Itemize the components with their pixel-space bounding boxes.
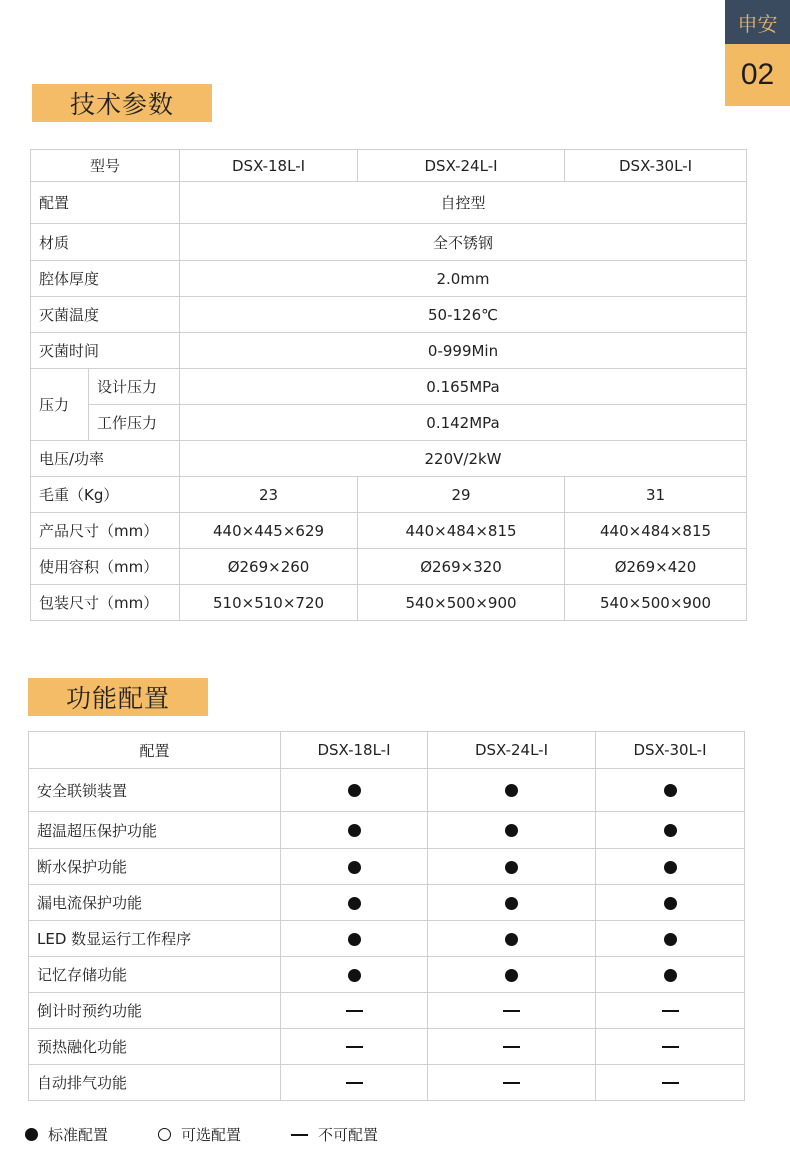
feature-mark-cell <box>281 993 428 1029</box>
dash-icon <box>662 1010 679 1012</box>
feature-row <box>29 1029 745 1065</box>
feature-mark-cell <box>428 1065 596 1101</box>
row-value: 自控型 <box>180 182 747 224</box>
row-value: 440×484×815 <box>358 513 565 549</box>
feature-label: 超温超压保护功能 <box>29 812 281 849</box>
spec-header-model: DSX-18L-I <box>180 150 358 182</box>
filled-circle-icon <box>348 897 361 910</box>
brand-label: 申安 <box>725 0 790 44</box>
legend-none-label: 不可配置 <box>318 1126 379 1144</box>
spec-row-voltage <box>31 441 747 477</box>
spec-row-package <box>31 585 747 621</box>
dash-icon <box>346 1046 363 1048</box>
dash-icon <box>662 1046 679 1048</box>
row-label: 设计压力 <box>89 369 180 405</box>
row-value: 0.165MPa <box>180 369 747 405</box>
dash-icon <box>503 1082 520 1084</box>
feature-mark-cell <box>596 849 745 885</box>
features-header-label: 配置 <box>29 732 281 769</box>
row-label: 电压/功率 <box>31 441 180 477</box>
dash-icon <box>291 1134 308 1136</box>
feature-label: 漏电流保护功能 <box>29 885 281 921</box>
row-label: 配置 <box>31 182 180 224</box>
feature-mark-cell <box>428 885 596 921</box>
row-label: 灭菌时间 <box>31 333 180 369</box>
features-header-model: DSX-18L-I <box>281 732 428 769</box>
feature-rows <box>29 769 745 1101</box>
feature-mark-cell <box>596 957 745 993</box>
feature-mark-cell <box>596 885 745 921</box>
row-label: 工作压力 <box>89 405 180 441</box>
filled-circle-icon <box>505 861 518 874</box>
filled-circle-icon <box>348 784 361 797</box>
spec-section-title: 技术参数 <box>32 84 212 122</box>
feature-mark-cell <box>281 812 428 849</box>
spec-header-model: DSX-24L-I <box>358 150 565 182</box>
spec-row-config <box>31 182 747 224</box>
feature-mark-cell <box>596 993 745 1029</box>
filled-circle-icon <box>664 897 677 910</box>
dash-icon <box>346 1010 363 1012</box>
dash-icon <box>662 1082 679 1084</box>
feature-mark-cell <box>428 812 596 849</box>
legend <box>25 1124 378 1145</box>
feature-mark-cell <box>596 769 745 812</box>
spec-table <box>30 149 747 621</box>
feature-label: 断水保护功能 <box>29 849 281 885</box>
row-value: 50-126℃ <box>180 297 747 333</box>
filled-circle-icon <box>348 861 361 874</box>
spec-row-material <box>31 224 747 261</box>
row-value: Ø269×320 <box>358 549 565 585</box>
feature-row <box>29 849 745 885</box>
feature-mark-cell <box>428 921 596 957</box>
feature-label: 自动排气功能 <box>29 1065 281 1101</box>
filled-circle-icon <box>664 861 677 874</box>
feature-label: LED 数显运行工作程序 <box>29 921 281 957</box>
feature-mark-cell <box>428 1029 596 1065</box>
row-value: 29 <box>358 477 565 513</box>
feature-row <box>29 812 745 849</box>
row-value: Ø269×420 <box>565 549 747 585</box>
feature-row <box>29 921 745 957</box>
spec-row-work-pressure <box>31 405 747 441</box>
row-value: 440×445×629 <box>180 513 358 549</box>
feature-mark-cell <box>596 921 745 957</box>
feature-label: 倒计时预约功能 <box>29 993 281 1029</box>
feature-mark-cell <box>596 1065 745 1101</box>
spec-row-design-pressure <box>31 369 747 405</box>
filled-circle-icon <box>664 969 677 982</box>
row-value: 510×510×720 <box>180 585 358 621</box>
filled-circle-icon <box>664 824 677 837</box>
filled-circle-icon <box>505 969 518 982</box>
feature-mark-cell <box>281 885 428 921</box>
row-value: 540×500×900 <box>565 585 747 621</box>
feature-mark-cell <box>281 1029 428 1065</box>
spec-header-label: 型号 <box>31 150 180 182</box>
row-value: 23 <box>180 477 358 513</box>
spec-header-model: DSX-30L-I <box>565 150 747 182</box>
feature-mark-cell <box>281 1065 428 1101</box>
filled-circle-icon <box>505 897 518 910</box>
feature-row <box>29 1065 745 1101</box>
dash-icon <box>346 1082 363 1084</box>
dash-icon <box>503 1010 520 1012</box>
feature-label: 记忆存储功能 <box>29 957 281 993</box>
feature-mark-cell <box>281 957 428 993</box>
filled-circle-icon <box>25 1128 38 1141</box>
spec-row-weight <box>31 477 747 513</box>
row-value: 0.142MPa <box>180 405 747 441</box>
feature-mark-cell <box>428 849 596 885</box>
dash-icon <box>503 1046 520 1048</box>
row-value: 440×484×815 <box>565 513 747 549</box>
feature-mark-cell <box>428 957 596 993</box>
spec-row-size <box>31 513 747 549</box>
pressure-label: 压力 <box>31 369 89 441</box>
row-label: 毛重（Kg） <box>31 477 180 513</box>
features-header-row <box>29 732 745 769</box>
row-value: 31 <box>565 477 747 513</box>
feature-mark-cell <box>428 993 596 1029</box>
spec-row-volume <box>31 549 747 585</box>
legend-standard <box>25 1124 108 1145</box>
filled-circle-icon <box>664 784 677 797</box>
row-value: 2.0mm <box>180 261 747 297</box>
row-value: Ø269×260 <box>180 549 358 585</box>
spec-row-thickness <box>31 261 747 297</box>
feature-mark-cell <box>428 769 596 812</box>
feature-row <box>29 957 745 993</box>
filled-circle-icon <box>505 824 518 837</box>
row-value: 220V/2kW <box>180 441 747 477</box>
filled-circle-icon <box>348 824 361 837</box>
filled-circle-icon <box>348 969 361 982</box>
feature-mark-cell <box>281 769 428 812</box>
row-label: 灭菌温度 <box>31 297 180 333</box>
row-label: 材质 <box>31 224 180 261</box>
legend-optional-label: 可选配置 <box>181 1126 242 1144</box>
feature-mark-cell <box>281 849 428 885</box>
hollow-circle-icon <box>158 1128 171 1141</box>
row-label: 包装尺寸（mm） <box>31 585 180 621</box>
corner-badge <box>725 0 790 106</box>
row-label: 产品尺寸（mm） <box>31 513 180 549</box>
filled-circle-icon <box>505 933 518 946</box>
feature-mark-cell <box>596 812 745 849</box>
feature-row <box>29 993 745 1029</box>
spec-header-row <box>31 150 747 182</box>
spec-row-time <box>31 333 747 369</box>
features-header-model: DSX-30L-I <box>596 732 745 769</box>
row-label: 使用容积（mm） <box>31 549 180 585</box>
features-table <box>28 731 745 1101</box>
legend-standard-label: 标准配置 <box>48 1126 109 1144</box>
row-label: 腔体厚度 <box>31 261 180 297</box>
feature-row <box>29 885 745 921</box>
feature-label: 安全联锁装置 <box>29 769 281 812</box>
legend-none <box>291 1124 378 1145</box>
feature-row <box>29 769 745 812</box>
filled-circle-icon <box>664 933 677 946</box>
filled-circle-icon <box>348 933 361 946</box>
spec-row-temperature <box>31 297 747 333</box>
feature-mark-cell <box>281 921 428 957</box>
row-value: 540×500×900 <box>358 585 565 621</box>
row-value: 全不锈钢 <box>180 224 747 261</box>
features-section-title: 功能配置 <box>28 678 208 716</box>
feature-mark-cell <box>596 1029 745 1065</box>
row-value: 0-999Min <box>180 333 747 369</box>
page-number: 02 <box>725 44 790 106</box>
legend-optional <box>158 1124 241 1145</box>
feature-label: 预热融化功能 <box>29 1029 281 1065</box>
filled-circle-icon <box>505 784 518 797</box>
features-header-model: DSX-24L-I <box>428 732 596 769</box>
